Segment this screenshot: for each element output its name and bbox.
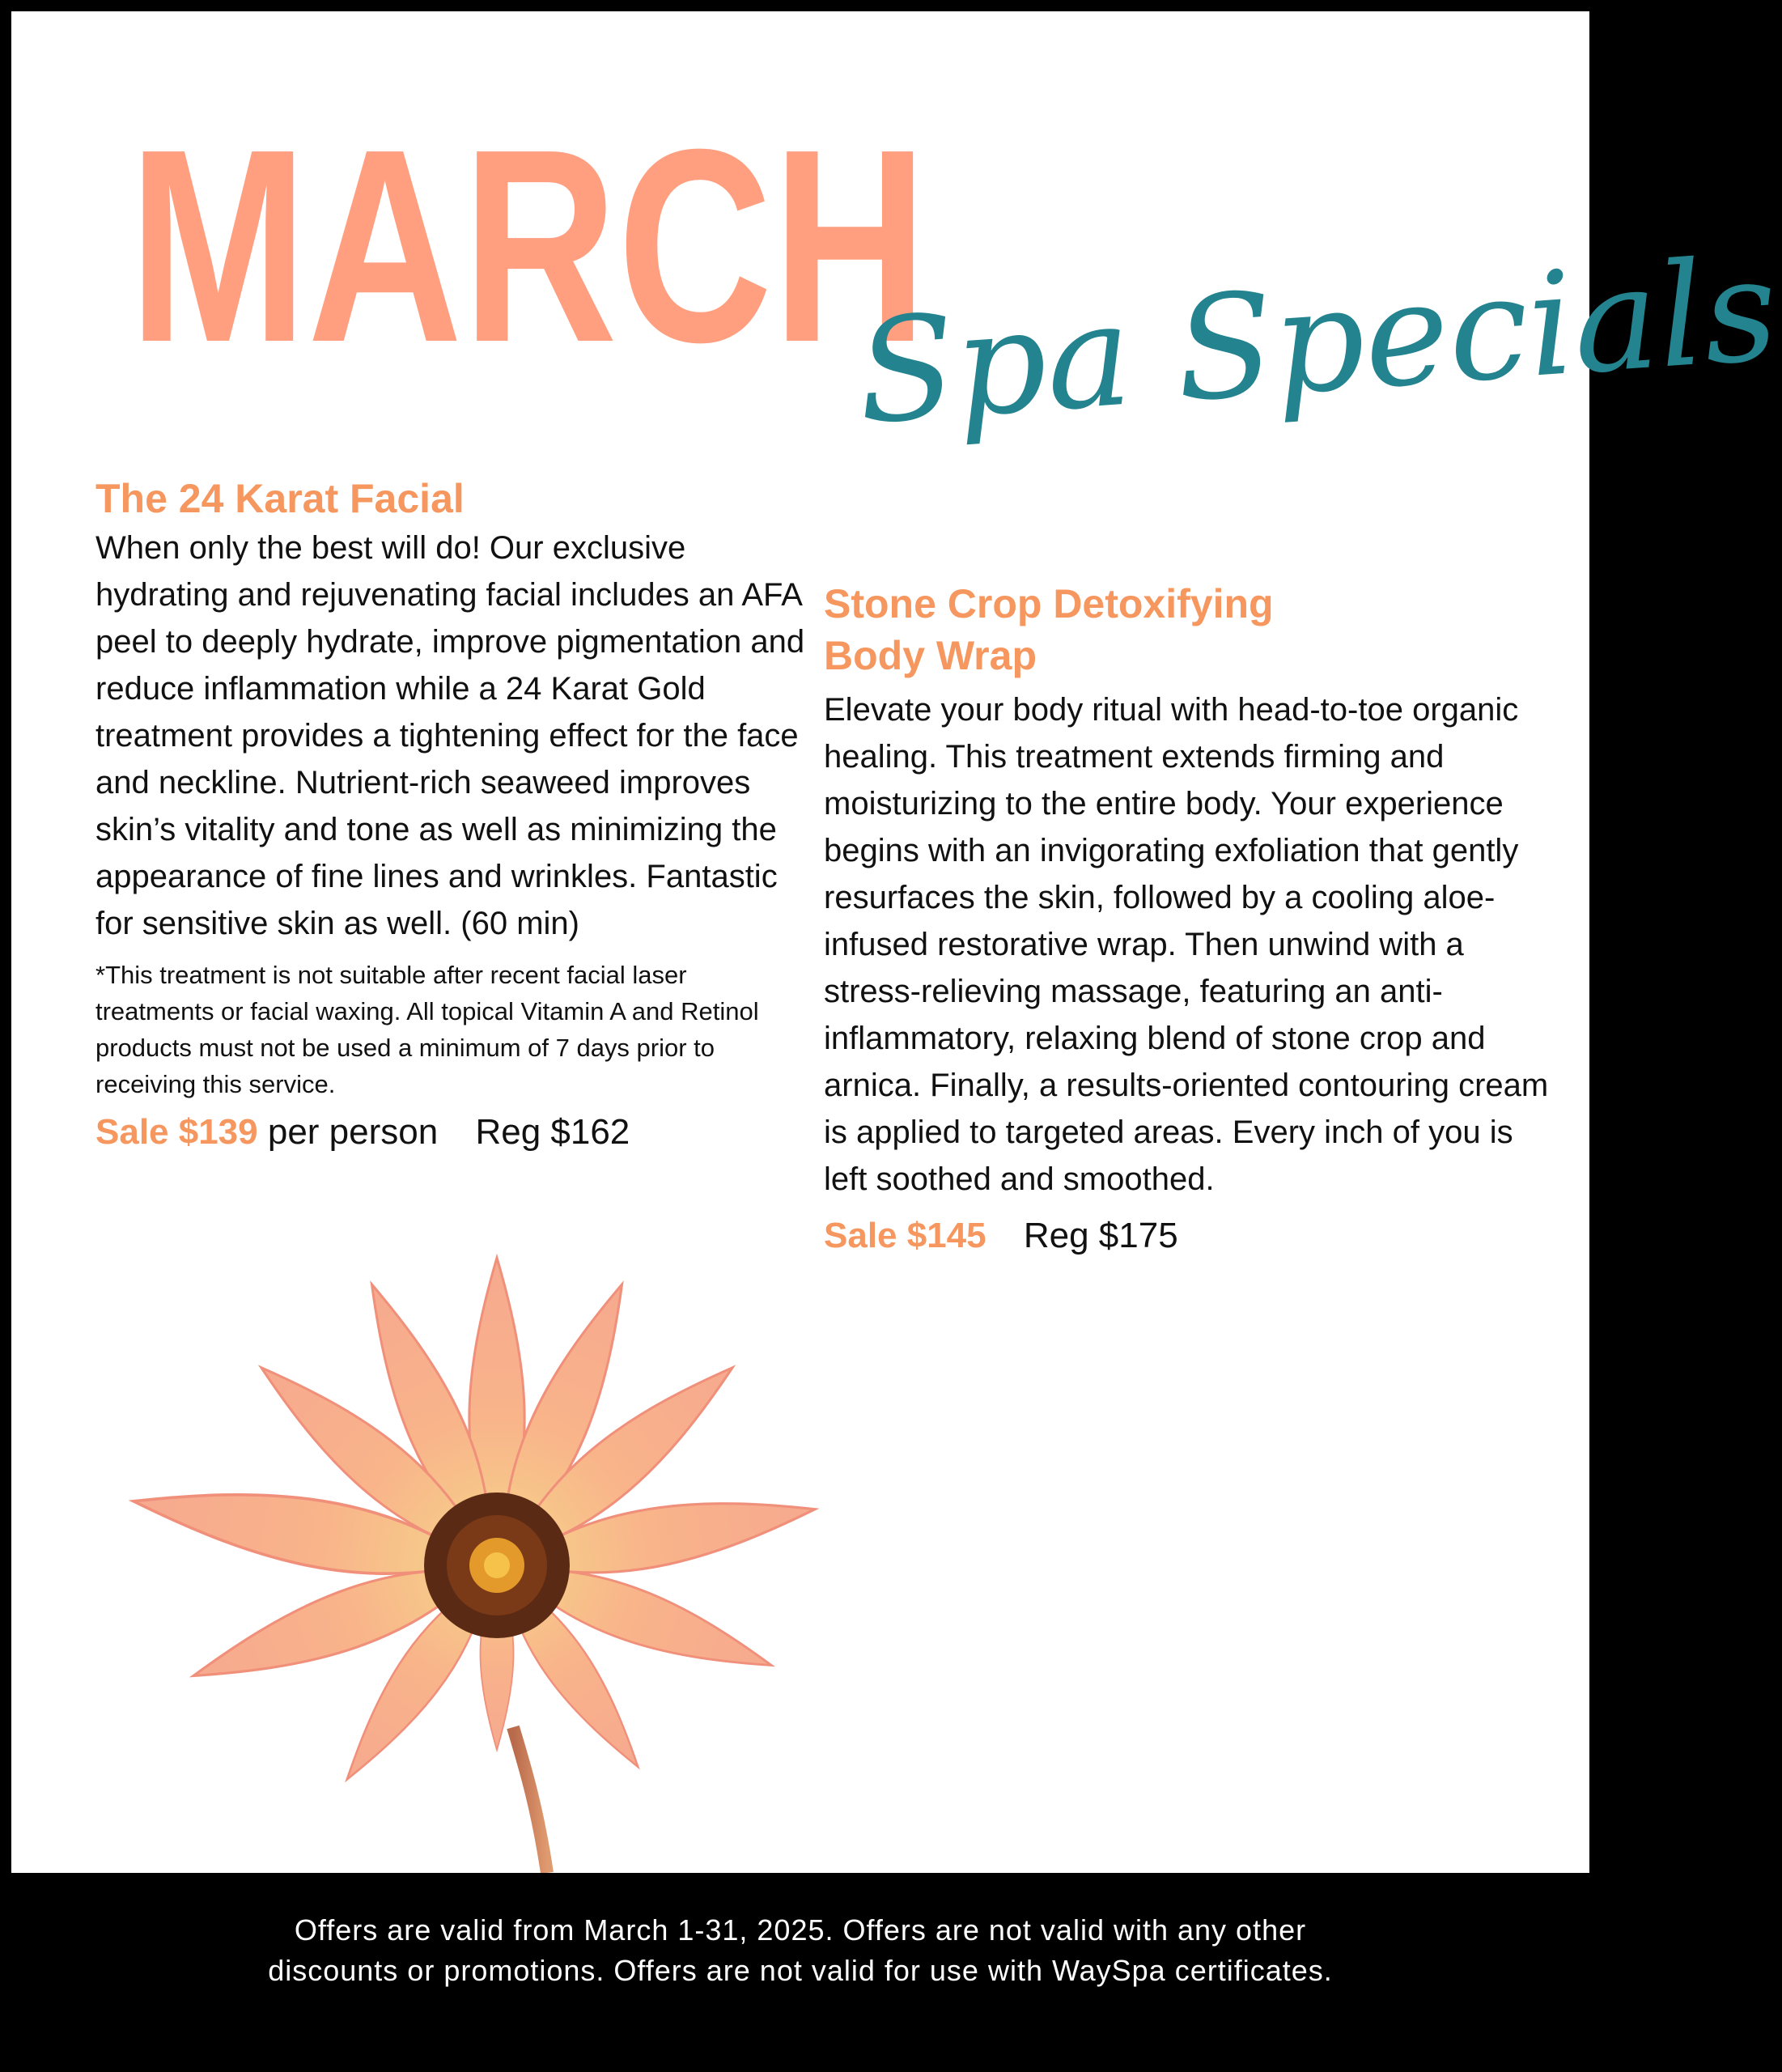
body-wrap-offer	[824, 578, 1552, 1259]
wrap-regular-price: Reg $175	[1023, 1216, 1178, 1255]
wrap-title-line2: Body Wrap	[824, 633, 1037, 678]
wrap-description: Elevate your body ritual with head-to-toe organic healing. This treatment extends firming and moisturizing to the entire body. Your experience begins with an invigorating exfoliation that gently resurfaces the skin, followed by a cooling aloe-infused restorative wrap. Then unwind with a stress-relieving massage, featuring an anti-inflammatory, relaxing blend of stone crop and arnica. Finally, a results-oriented contouring cream is applied to targeted areas. Every inch of you is left soothed and smoothed.	[824, 692, 1549, 1197]
footer	[0, 1873, 1601, 2072]
footer-line-1: Offers are valid from March 1-31, 2025. Offers are not valid with any other	[294, 1913, 1307, 1947]
facial-description: When only the best will do! Our exclusive hydrating and rejuvenating facial includes an AFA peel to deeply hydrate, improve pigmentation and reduce inflammation while a 24 Karat Gold treatment provides a tightening effect for the face and neckline. Nutrient-rich seaweed improves skin’s vitality and tone as well as minimizing the appearance of fine lines and wrinkles. Fantastic for sensitive skin as well. (60 min)	[95, 530, 805, 941]
wrap-title	[824, 578, 1552, 681]
facial-regular-price: Reg $162	[475, 1112, 630, 1152]
facial-offer	[95, 473, 808, 1156]
flower-icon	[60, 1242, 950, 1873]
wrap-sale-price: Sale $145	[824, 1216, 986, 1255]
facial-disclaimer: *This treatment is not suitable after recent facial laser treatments or facial waxing. All topical Vitamin A and Retinol products must not be used a minimum of 7 days prior to receiving this service.	[95, 961, 759, 1098]
facial-title: The 24 Karat Facial	[95, 476, 465, 521]
flyer-page	[11, 11, 1782, 1873]
page-title: MARCH	[129, 92, 927, 400]
facial-price	[95, 1109, 808, 1156]
footer-line-2: discounts or promotions. Offers are not valid for use with WaySpa certificates.	[268, 1954, 1333, 1987]
page-subtitle: Spa Specials	[851, 226, 1782, 456]
facial-sale-price: Sale $139	[95, 1112, 258, 1152]
wrap-title-line1: Stone Crop Detoxifying	[824, 581, 1274, 626]
facial-price-unit: per person	[267, 1112, 439, 1152]
